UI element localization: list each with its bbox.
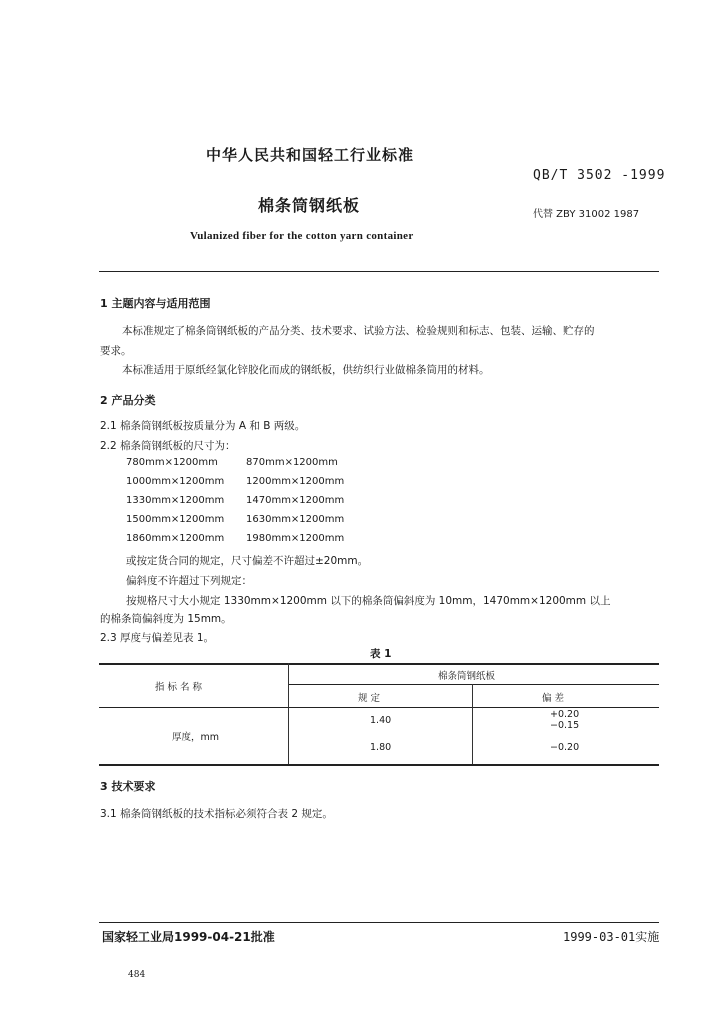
clause-3-1: 3.1 棉条筒钢纸板的技术指标必须符合表 2 规定。	[100, 808, 333, 820]
size-item: 780mm×1200mm	[126, 457, 218, 468]
table-header-rule	[99, 707, 659, 708]
table-bottom-rule	[99, 764, 659, 766]
skew-text-a: 按规格尺寸大小规定 1330mm×1200mm 以下的棉条筒偏斜度为 10mm，1470mm×1200mm 以上	[126, 595, 611, 607]
clause-2-2: 2.2 棉条筒钢纸板的尺寸为：	[100, 440, 236, 452]
size-item: 1980mm×1200mm	[246, 533, 345, 544]
size-item: 1500mm×1200mm	[126, 514, 225, 525]
section-1-para-1a: 本标准规定了棉条筒钢纸板的产品分类、技术要求、试验方法、检验规则和标志、包装、运输、贮存的	[122, 325, 595, 337]
table-top-rule	[99, 663, 659, 665]
doc-title-cn: 棉条筒钢纸板	[258, 196, 361, 215]
size-item: 870mm×1200mm	[246, 457, 338, 468]
replaces-note: 代替 ZBY 31002 1987	[533, 209, 640, 220]
section-2-heading: 2 产品分类	[100, 394, 156, 407]
size-tolerance-note: 或按定货合同的规定，尺寸偏差不许超过±20mm。	[126, 555, 369, 567]
table-cell: −0.20	[550, 742, 580, 753]
col-dev-header: 偏 差	[542, 693, 565, 704]
row-label: 厚度，mm	[172, 732, 220, 743]
table-cell: 1.40	[370, 715, 392, 726]
group-header: 棉条筒钢纸板	[438, 671, 496, 682]
skew-title: 偏斜度不许超过下列规定：	[126, 575, 252, 587]
size-item: 1470mm×1200mm	[246, 495, 345, 506]
table-vline	[472, 684, 473, 764]
footer-rule	[99, 922, 659, 923]
table-cell: +0.20	[550, 709, 580, 720]
header-rule	[99, 271, 659, 272]
table-vline	[288, 663, 289, 764]
section-1-para-2: 本标准适用于原纸经氯化锌胶化而成的钢纸板，供纺织行业做棉条筒用的材料。	[122, 364, 490, 376]
col-spec-header: 规 定	[358, 693, 381, 704]
effective-date: 1999-03-01实施	[563, 930, 660, 944]
table-group-rule	[288, 684, 659, 685]
clause-2-1: 2.1 棉条筒钢纸板按质量分为 A 和 B 两级。	[100, 420, 306, 432]
page-number: 484	[128, 970, 146, 980]
table-cell: 1.80	[370, 742, 392, 753]
standard-code: QB/T 3502 -1999	[533, 168, 666, 183]
doc-title-en: Vulanized fiber for the cotton yarn container	[190, 230, 414, 242]
table-cell: −0.15	[550, 720, 580, 731]
section-1-para-1b: 要求。	[100, 345, 132, 357]
size-item: 1330mm×1200mm	[126, 495, 225, 506]
skew-text-b: 的棉条筒偏斜度为 15mm。	[100, 613, 232, 625]
table-1-caption: 表 1	[370, 648, 392, 660]
col-index-header: 指 标 名 称	[155, 682, 203, 693]
approval-note: 国家轻工业局1999-04-21批准	[102, 930, 275, 944]
clause-2-3: 2.3 厚度与偏差见表 1。	[100, 632, 215, 644]
section-3-heading: 3 技术要求	[100, 780, 156, 793]
size-item: 1200mm×1200mm	[246, 476, 345, 487]
size-item: 1630mm×1200mm	[246, 514, 345, 525]
org-title: 中华人民共和国轻工行业标准	[206, 146, 415, 164]
size-item: 1860mm×1200mm	[126, 533, 225, 544]
size-item: 1000mm×1200mm	[126, 476, 225, 487]
section-1-heading: 1 主题内容与适用范围	[100, 297, 211, 310]
